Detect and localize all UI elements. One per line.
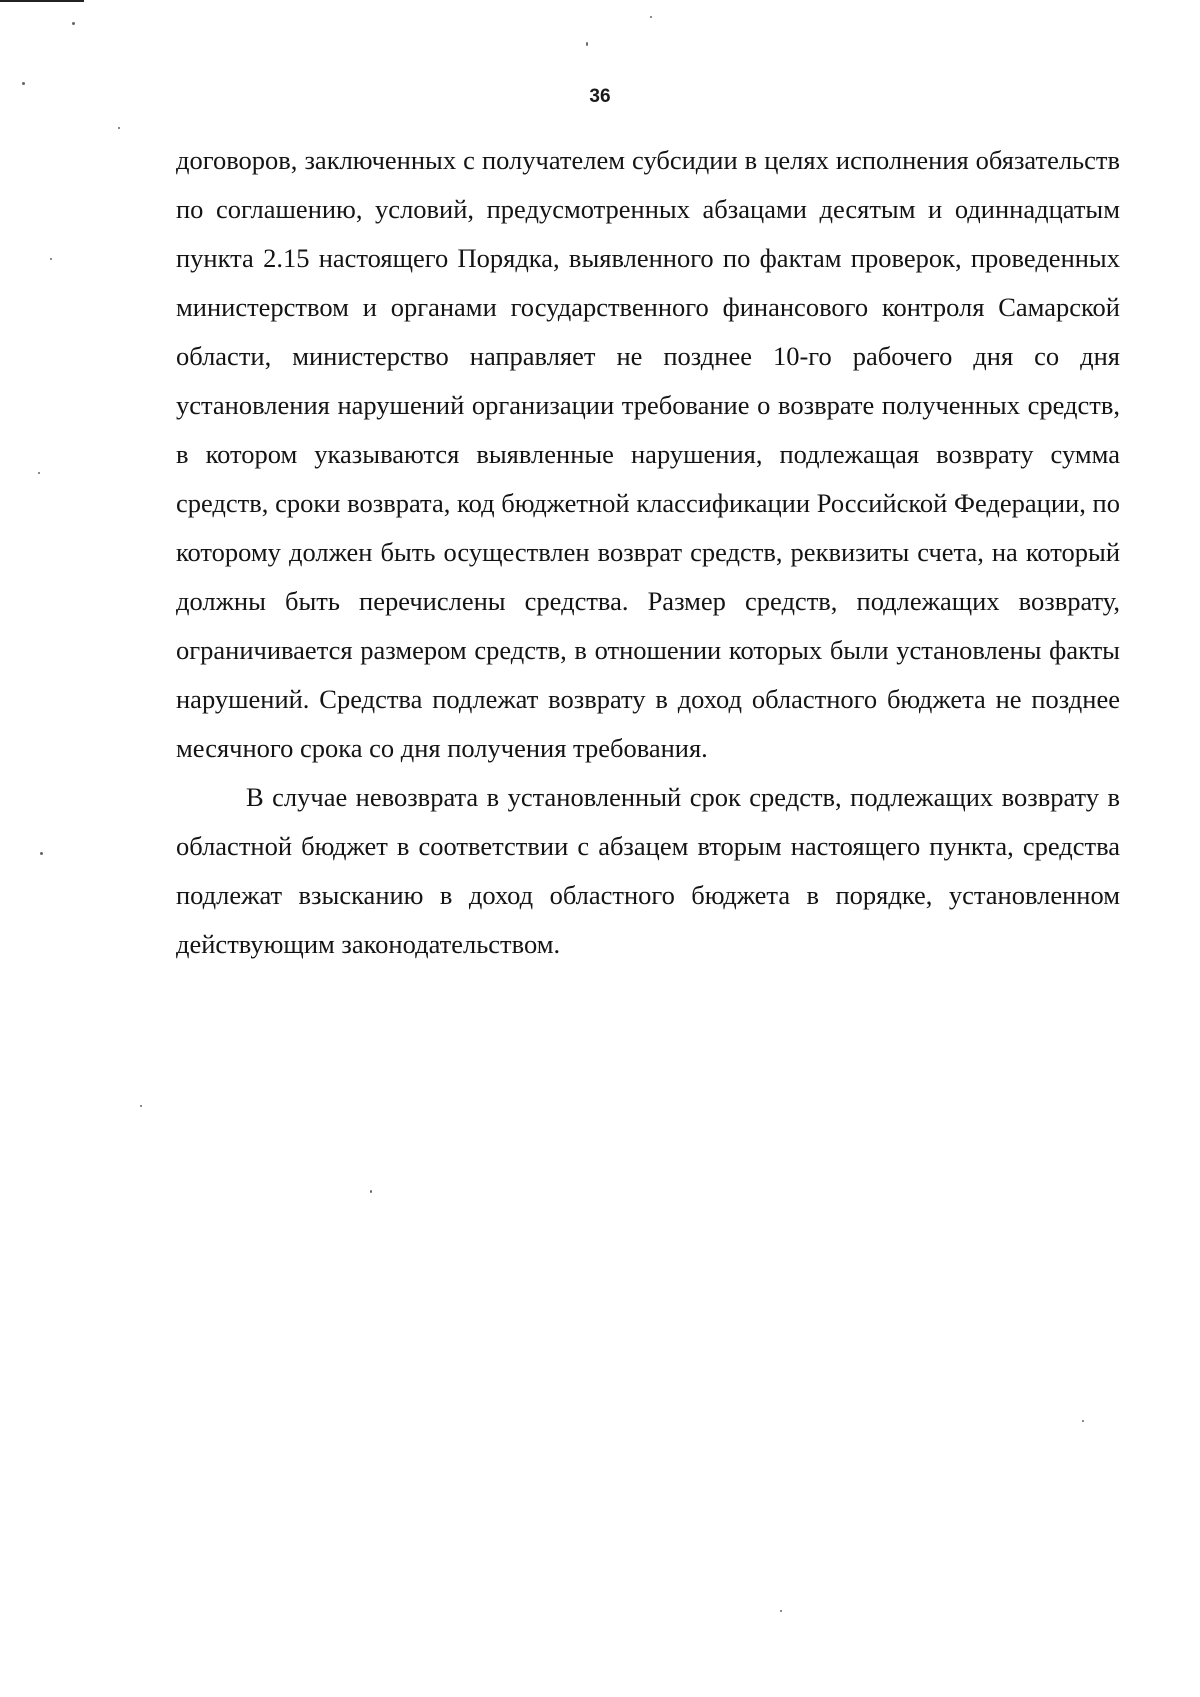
scan-speck bbox=[22, 82, 25, 85]
scan-speck bbox=[38, 472, 40, 474]
scan-speck bbox=[50, 258, 52, 260]
scan-speck bbox=[140, 1105, 142, 1107]
scan-speck bbox=[40, 852, 43, 855]
scan-speck bbox=[370, 1190, 372, 1193]
scan-speck bbox=[1082, 1420, 1084, 1422]
scan-speck bbox=[780, 1610, 782, 1612]
document-body bbox=[176, 136, 1120, 969]
page-number: 36 bbox=[589, 86, 611, 107]
scan-speck bbox=[118, 127, 120, 129]
scan-speck bbox=[586, 42, 588, 46]
paragraph-nonreturn-recovery: В случае невозврата в установленный срок средств, подлежащих возврату в областной бюджет в соответствии с абзацем вторым настоящего пункта, средства подлежат взысканию в доход областного бюджета в порядке, установленном действующим законодательством. bbox=[176, 782, 1120, 959]
scan-edge-mark bbox=[0, 0, 84, 2]
scan-speck bbox=[72, 22, 75, 25]
paragraph-continuation: договоров, заключенных с получателем субсидии в целях исполнения обязательств по соглашению, условий, предусмотренных абзацами десятым и одиннадцатым пункта 2.15 настоящего Порядка, выявленного по фактам проверок, проведенных министерством и органами государственного финансового контроля Самарской области, министерство направляет не позднее 10-го рабочего дня со дня установления нарушений организации требование о возврате полученных средств, в котором указываются выявленные нарушения, подлежащая возврату сумма средств, сроки возврата, код бюджетной классификации Российской Федерации, по которому должен быть осуществлен возврат средств, реквизиты счета, на который должны быть перечислены средства. Размер средств, подлежащих возврату, ограничивается размером средств, в отношении которых были установлены факты нарушений. Средства подлежат возврату в доход областного бюджета не позднее месячного срока со дня получения требования. bbox=[176, 145, 1120, 763]
scan-speck bbox=[650, 16, 652, 18]
